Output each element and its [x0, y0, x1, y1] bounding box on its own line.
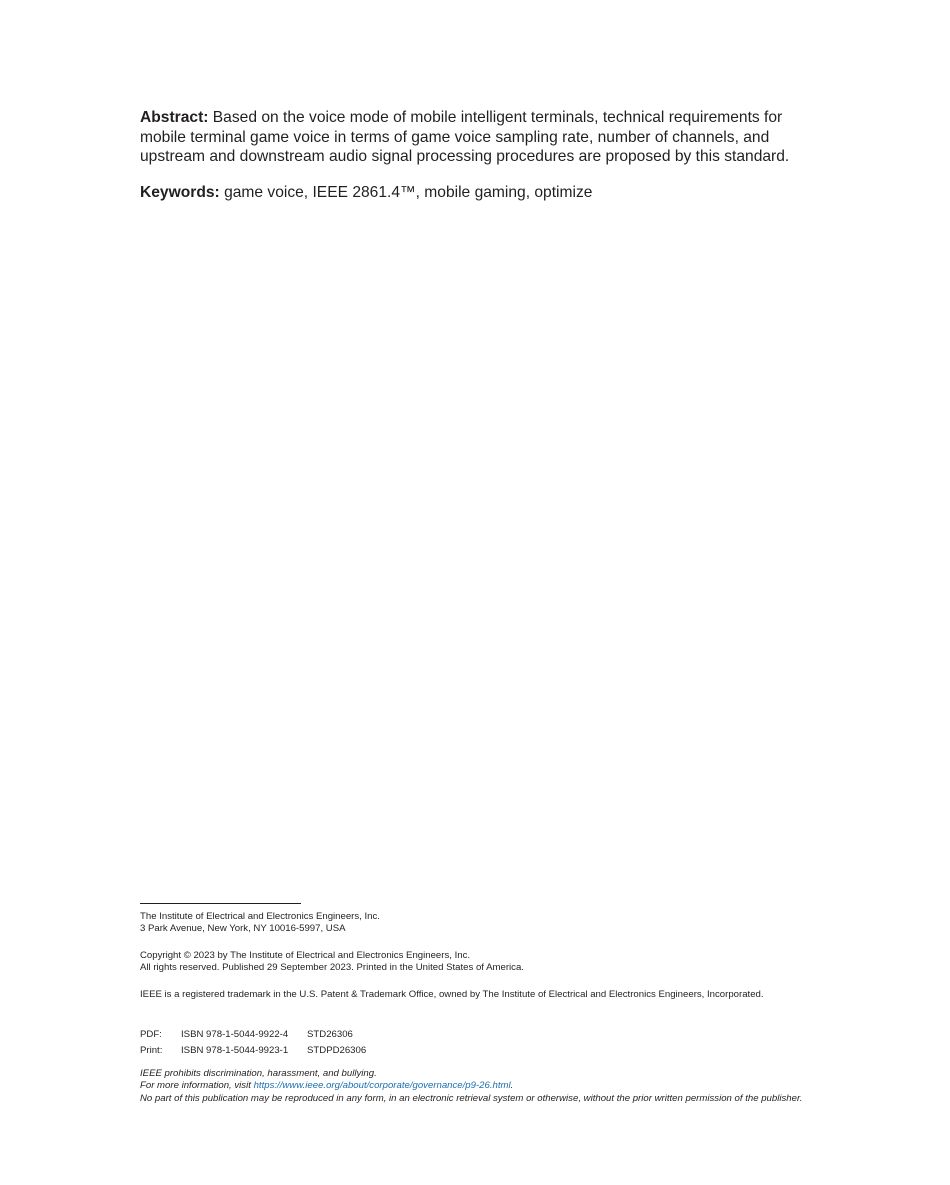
more-info-suffix: .: [510, 1080, 514, 1092]
footnote-divider: [140, 903, 301, 904]
copyright-line: Copyright © 2023 by The Institute of Electrical and Electronics Engineers, Inc.: [140, 950, 471, 961]
isbn-row-pdf: [140, 1027, 820, 1043]
abstract-label: Abstract:: [140, 109, 209, 126]
isbn-code: STDPD26306: [307, 1044, 367, 1056]
more-info-prefix: For more information, visit: [140, 1080, 254, 1092]
isbn-number: ISBN 978-1-5044-9923-1: [181, 1044, 289, 1056]
copyright-block: [140, 950, 820, 975]
governance-link[interactable]: https://www.ieee.org/about/corporate/governance/p9-26.html: [253, 1080, 511, 1092]
isbn-code: STD26306: [307, 1029, 353, 1040]
isbn-number: ISBN 978-1-5044-9922-4: [181, 1029, 289, 1040]
reproduction-notice: No part of this publication may be reproduced in any form, in an electronic retrieval system or otherwise, without the prior written permission of the publisher.: [140, 1092, 803, 1104]
trademark-block: [140, 989, 820, 1001]
abstract-paragraph: [140, 108, 820, 167]
publisher-address: 3 Park Avenue, New York, NY 10016-5997, USA: [140, 923, 346, 935]
trademark-text: IEEE is a registered trademark in the U.S. Patent & Trademark Office, owned by The Institute of Electrical and Electronics Engineers, Incorporated.: [140, 989, 764, 1000]
isbn-block: [140, 1027, 820, 1059]
isbn-format: PDF:: [140, 1029, 162, 1040]
more-info-line: [140, 1080, 820, 1092]
publisher-block: [140, 911, 820, 936]
legal-block: [140, 1068, 820, 1105]
keywords-text: game voice, IEEE 2861.4™, mobile gaming, optimize: [219, 184, 593, 201]
anti-harassment-statement: IEEE prohibits discrimination, harassment, and bullying.: [140, 1068, 377, 1079]
publisher-name: The Institute of Electrical and Electronics Engineers, Inc.: [140, 911, 380, 922]
abstract-text: Based on the voice mode of mobile intelligent terminals, technical requirements for mobile terminal game voice in terms of game voice sampling rate, number of channels, and upstream and downstream audio signal processing procedures are proposed by this standard.: [140, 109, 790, 165]
rights-line: All rights reserved. Published 29 September 2023. Printed in the United States of America.: [140, 962, 524, 974]
keywords-paragraph: [140, 183, 820, 203]
keywords-label: Keywords:: [140, 184, 220, 201]
isbn-format: Print:: [140, 1044, 163, 1056]
isbn-row-print: [140, 1043, 820, 1059]
